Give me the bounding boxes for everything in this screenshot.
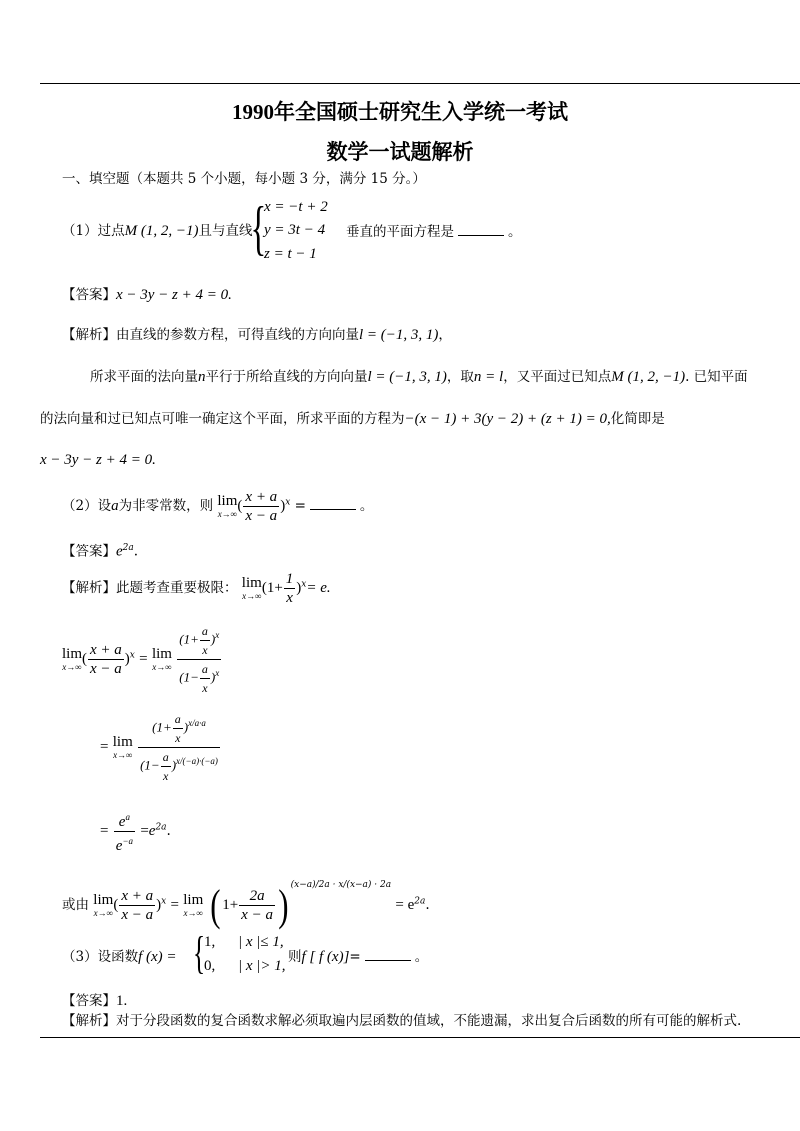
- q3-analysis-label: 【解析】: [62, 1013, 116, 1029]
- q2-lim: lim x→∞: [217, 493, 238, 519]
- q1-prompt: [62, 222, 252, 240]
- q2-eq: =: [294, 498, 306, 514]
- q2-a: a: [111, 498, 119, 514]
- q1-p2-d: ，又平面过已知点: [503, 369, 612, 385]
- q3-analysis-text: 对于分段函数的复合函数求解必须取遍内层函数的值域，不能遗漏，求出复合后函数的所有可能的解析式.: [116, 1013, 742, 1029]
- q1-analysis-text: 由直线的参数方程，可得直线的方向向量: [116, 327, 359, 343]
- q1-p3-a: 的法向量和过已知点可唯一确定这个平面，所求平面的方程为: [40, 411, 405, 427]
- q1-sys-line-1: x = −t + 2: [264, 199, 328, 215]
- q2-or-text: 或由: [62, 897, 89, 913]
- q2-analysis-text: 此题考查重要极限：: [116, 580, 238, 596]
- q1-sys-line-2: y = 3t − 4: [264, 222, 326, 238]
- q2-prompt: （2）设a为非零常数，则 lim x→∞ ( $\frac{x + a}{x - a}$ )$^x$ = 。: [62, 489, 374, 524]
- q3-tail: [288, 948, 428, 966]
- q1-p2-b: 平行于所给直线的方向向量: [205, 369, 368, 385]
- q1-blank: [458, 235, 504, 236]
- q3-blank: [365, 960, 411, 961]
- q1-p2-m: M (1, 2, −1): [611, 369, 686, 385]
- q2-derivation-1: lim x→∞ ( $\frac{x + a}{x - a}$ )$^x$ = lim x→∞ (1+ $\frac{a}{x}$ )$^x$ (1− $\frac{a}{x}$ )$^x$: [62, 624, 220, 695]
- q3-number: （3）设函数: [62, 949, 139, 965]
- q1-sys-line-3: z = t − 1: [264, 246, 317, 262]
- q2-analysis: 【解析】此题考查重要极限： lim x→∞ (1+ $\frac{1}{x}$ )$^x$= e.: [62, 571, 331, 606]
- q2-answer: [62, 539, 138, 561]
- q3-prompt: [62, 948, 177, 966]
- q1-para2: [90, 368, 748, 386]
- q3-f: f (x) =: [138, 949, 177, 965]
- q2-derivation-2: = lim x→∞ (1+ $\frac{a}{x}$ )$^{x/a\cdot a}$ (1− $\frac{a}{x}$ )$^{x/(-a)\cdot(-a)}$: [100, 712, 218, 783]
- q1-analysis-end: ，: [438, 327, 452, 343]
- q1-p2-e: . 已知平面: [685, 369, 748, 385]
- q2-mid: 为非零常数，则: [118, 498, 214, 514]
- q3-case2-cond: | x |> 1,: [238, 958, 286, 974]
- q1-para3: [40, 410, 665, 428]
- q1-simplified: x − 3y − z + 4 = 0.: [40, 452, 156, 468]
- q3-answer-value: 1.: [116, 993, 128, 1009]
- q1-tail: [346, 223, 522, 241]
- q1-mid-text: 且与直线: [198, 223, 253, 239]
- q2-blank: [310, 509, 356, 510]
- q1-answer-label: 【答案】: [62, 287, 116, 303]
- q3-eq: =: [349, 949, 361, 965]
- q1-analysis: [62, 326, 452, 344]
- q3-case2-value: 0,: [204, 958, 216, 974]
- q3-case1-cond: | x |≤ 1,: [238, 934, 284, 950]
- q2-derivation-3: = $\frac{e^a}{e^{-a}}$ $=e^{2a}$.: [100, 808, 171, 855]
- q2-answer-dot: .: [133, 543, 139, 560]
- q1-tail-text: 垂直的平面方程是: [346, 224, 454, 240]
- q3-ff: f [ f (x)]: [301, 949, 350, 965]
- q1-analysis-label: 【解析】: [62, 327, 116, 343]
- q1-answer-value: x − 3y − z + 4 = 0.: [116, 287, 232, 303]
- q3-brace: {: [192, 927, 206, 978]
- section-heading: 一、填空题（本题共 5 个小题，每小题 3 分，满分 15 分。）: [62, 171, 426, 187]
- q3-answer-label: 【答案】: [62, 993, 116, 1009]
- q2-end: 。: [359, 498, 374, 514]
- q1-p2-l: l = (−1, 3, 1): [367, 369, 447, 385]
- q1-p2-n: n: [198, 369, 206, 385]
- q1-plane-equation: −(x − 1) + 3(y − 2) + (z + 1) = 0,: [404, 411, 611, 427]
- q2-number: （2）设: [62, 498, 112, 514]
- q1-p2-c: ，取: [446, 369, 474, 385]
- q2-answer-base: e: [116, 543, 123, 560]
- q2-frac: $\frac{x + a}{x - a}$: [245, 489, 278, 524]
- q1-end: 。: [508, 224, 522, 240]
- q1-direction-vector: l = (−1, 3, 1): [359, 327, 439, 343]
- page-title: 1990年全国硕士研究生入学统一考试: [232, 100, 568, 124]
- q2-alternative: 或由 lim x→∞ ( $\frac{x + a}{x - a}$ )$^x$ = lim x→∞ ( 1+ $\frac{2a}{x - a}$ ) $^{(x-a)/2a \cdot x/(x-a) \cdot 2a} = e^{2a}$.: [62, 880, 430, 930]
- q3-answer: [62, 992, 127, 1010]
- q1-answer: [62, 286, 232, 304]
- q1-p2-nl: n = l: [473, 369, 504, 385]
- q3-then: 则: [288, 949, 302, 965]
- q1-p2-a: 所求平面的法向量: [90, 369, 198, 385]
- q2-answer-exp: 2a: [122, 543, 134, 553]
- q2-answer-label: 【答案】: [62, 543, 116, 560]
- q3-end: 。: [414, 949, 429, 965]
- q3-analysis: [62, 1012, 741, 1030]
- q2-analysis-label: 【解析】: [62, 580, 116, 596]
- q1-system-brace: {: [250, 195, 267, 261]
- q1-point: M (1, 2, −1): [124, 223, 199, 239]
- q3-case1-value: 1,: [204, 934, 216, 950]
- top-rule: [40, 83, 800, 84]
- bottom-rule: [40, 1037, 800, 1038]
- page-subtitle: 数学一试题解析: [326, 140, 474, 164]
- q1-number: （1）过点: [62, 223, 125, 239]
- q1-p3-b: 化简即是: [610, 411, 665, 427]
